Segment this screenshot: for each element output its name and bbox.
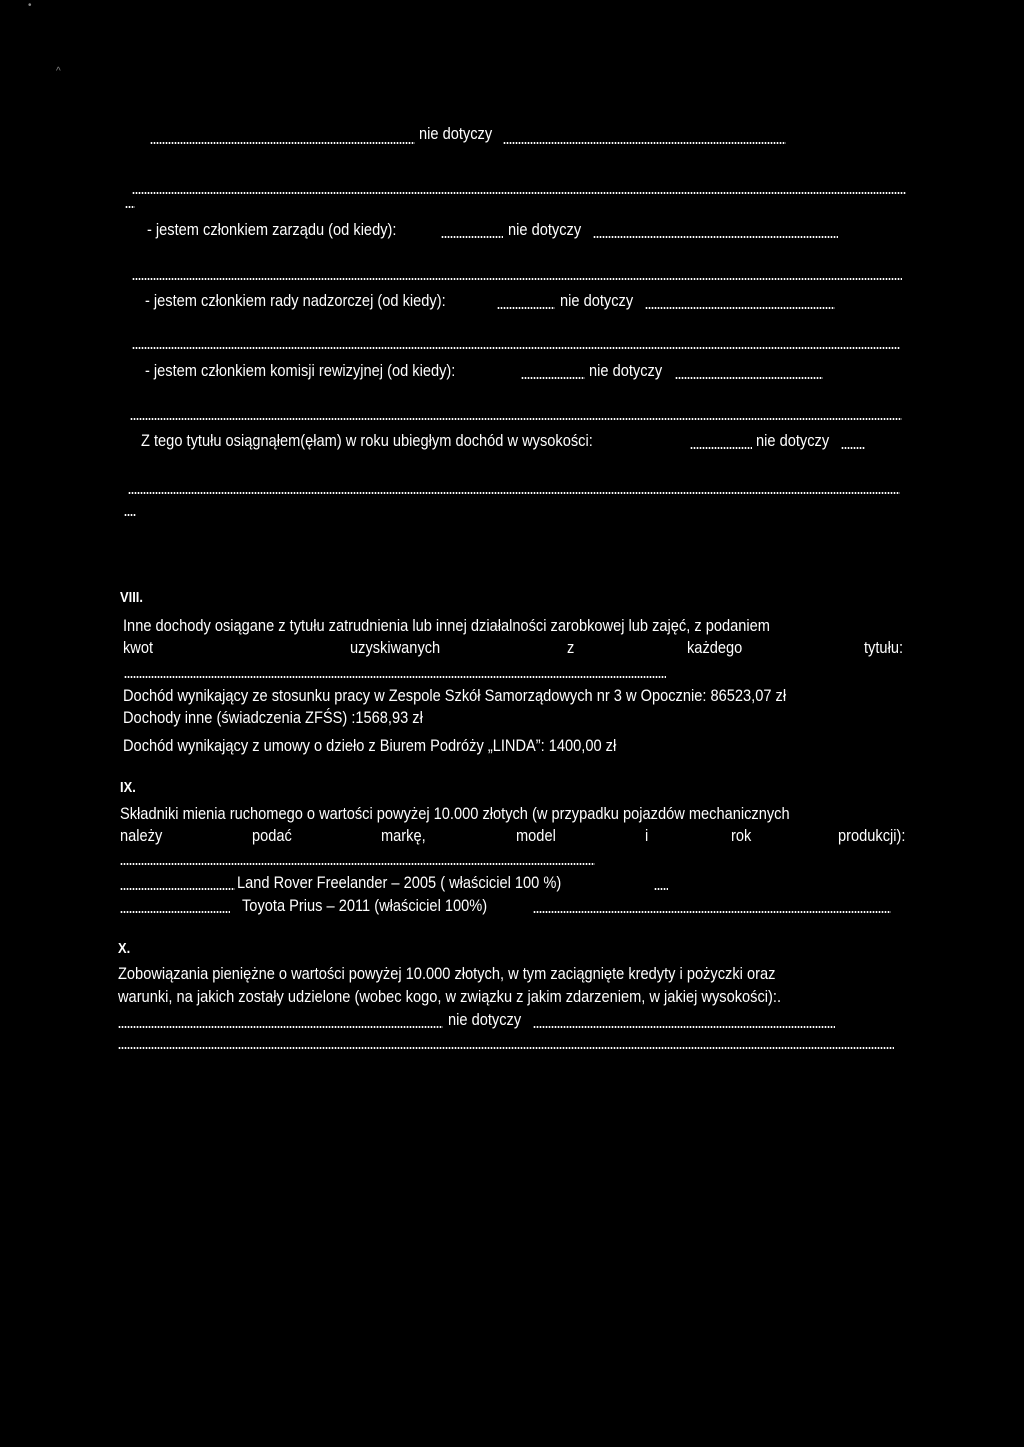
dotted-leader [124,514,136,516]
word: tytułu: [863,638,903,657]
komisja-label: - jestem członkiem komisji rewizyjnej (od kiedy): [145,361,456,380]
vehicle-1: Land Rover Freelander – 2005 ( właściciel 100 %) [237,873,562,892]
dotted-leader [130,418,902,420]
dotted-leader [533,911,891,913]
dotted-leader [124,676,666,678]
word: model [515,826,556,845]
top-nie-dotyczy: nie dotyczy [419,124,493,143]
section-viii-heading-line2 [123,637,903,659]
dotted-leader [441,236,503,238]
income-item-3: Dochód wynikający z umowy o dzieło z Biurem Podróży „LINDA”: 1400,00 zł [123,736,617,755]
rada-value: nie dotyczy [560,291,634,310]
section-ix-number: IX. [120,779,136,796]
dotted-leader [132,278,902,280]
word: każdego [687,638,743,657]
zarzad-label: - jestem członkiem zarządu (od kiedy): [147,220,397,239]
word: podać [251,826,292,845]
dotted-leader [118,1026,443,1028]
dotted-leader [645,307,835,309]
dotted-leader [120,888,235,890]
dotted-leader [675,377,823,379]
word: produkcji): [837,826,906,845]
dotted-leader [128,492,900,494]
dotted-leader [125,206,135,208]
word: kwot [123,638,154,657]
dochod-label: Z tego tytułu osiągnąłem(ęłam) w roku ubiegłym dochód w wysokości: [141,431,593,450]
dotted-leader [120,863,595,865]
word: uzyskiwanych [349,638,441,657]
section-x-heading-1: Zobowiązania pieniężne o wartości powyżej 10.000 złotych, w tym zaciągnięte kredyty i pożyczki oraz [118,964,776,983]
word: rok [731,826,752,845]
scan-mark-caret: ^ [56,66,61,77]
section-x-heading-2: warunki, na jakich zostały udzielone (wobec kogo, w związku z jakim zdarzeniem, w jakiej wysokości):. [118,987,782,1006]
section-viii-heading: Inne dochody osiągane z tytułu zatrudnienia lub innej działalności zarobkowej lub zajęć, z podaniem [123,616,770,635]
dotted-leader [120,911,230,913]
scan-mark-dot: • [28,0,32,11]
vehicle-2: Toyota Prius – 2011 (właściciel 100%) [242,896,488,915]
dotted-leader [503,142,786,144]
word: należy [120,826,163,845]
section-ix-heading: Składniki mienia ruchomego o wartości powyżej 10.000 złotych (w przypadku pojazdów mechanicznych [120,804,790,823]
zarzad-value: nie dotyczy [508,220,582,239]
dochod-value: nie dotyczy [756,431,830,450]
dotted-leader [497,307,555,309]
dotted-leader [150,142,415,144]
dotted-leader [841,447,865,449]
word: z [566,638,575,657]
dotted-leader [593,236,838,238]
dotted-leader [132,347,900,349]
dotted-leader [118,1047,894,1049]
dotted-leader [132,192,906,194]
word: markę, [380,826,426,845]
income-item-1: Dochód wynikający ze stosunku pracy w Zespole Szkół Samorządowych nr 3 w Opocznie: 86523,07 zł [123,686,787,705]
section-viii-number: VIII. [120,589,143,606]
section-x-number: X. [118,940,131,957]
dotted-leader [521,377,585,379]
income-item-2: Dochody inne (świadczenia ZFŚS) :1568,93 zł [123,708,423,727]
rada-label: - jestem członkiem rady nadzorczej (od kiedy): [145,291,446,310]
komisja-value: nie dotyczy [589,361,663,380]
section-x-value: nie dotyczy [448,1010,522,1029]
dotted-leader [533,1026,835,1028]
word: i [644,826,648,845]
dotted-leader [654,888,668,890]
dotted-leader [690,447,752,449]
section-ix-heading-line2 [120,825,904,847]
